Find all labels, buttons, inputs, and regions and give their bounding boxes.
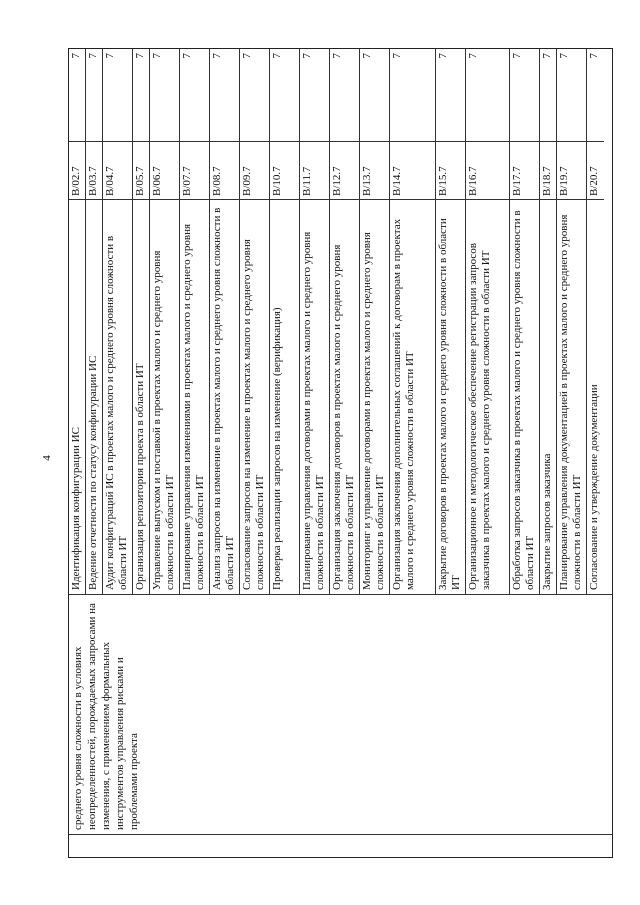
function-name-cell: Организация заключения дополнительных соглашений к договорам в проектах малого и среднего уровня сложности в области ИТ xyxy=(390,199,435,594)
functions-table xyxy=(68,48,613,858)
table-rows xyxy=(69,49,612,594)
function-text: среднего уровня сложности в условиях неопределенностей, порождаемых запросами на изменения, с применением формальных инструментов управления рисками и проблемами проекта xyxy=(72,603,140,830)
generalized-function-cell xyxy=(69,594,612,857)
qualification-level-cell: 7 xyxy=(301,53,313,59)
qualification-level-cell: 7 xyxy=(541,53,553,59)
function-code-cell: B/11.7 xyxy=(300,141,329,199)
rotated-table-container xyxy=(68,48,613,858)
qualification-level-cell: 7 xyxy=(558,53,570,59)
table-row xyxy=(436,49,466,594)
table-row xyxy=(300,49,330,594)
function-code-cell: B/15.7 xyxy=(436,141,465,199)
function-name-cell: Согласование запросов на изменение в проектах малого и среднего уровня сложности в области ИТ xyxy=(240,199,269,594)
table-row xyxy=(557,49,587,594)
function-code-cell: B/17.7 xyxy=(510,141,539,199)
function-code-cell: B/16.7 xyxy=(466,141,509,199)
table-row xyxy=(360,49,390,594)
function-name-cell: Организационное и методологическое обеспечение регистрации запросов заказчика в проектах малого и среднего уровня сложности в области ИТ xyxy=(466,199,509,594)
qualification-level-cell: 7 xyxy=(331,53,343,59)
qualification-level-cell: 7 xyxy=(134,53,146,59)
function-code-cell: B/03.7 xyxy=(86,141,102,199)
qualification-level-cell: 7 xyxy=(361,53,373,59)
qualification-level-cell: 7 xyxy=(241,53,253,59)
function-name-cell: Закрытие договоров в проектах малого и среднего уровня сложности в области ИТ xyxy=(436,199,465,594)
function-code-cell: B/08.7 xyxy=(210,141,239,199)
function-name-cell: Идентификация конфигурации ИС xyxy=(69,199,85,594)
function-name-cell: Мониторинг и управление договорами в проектах малого и среднего уровня сложности в области ИТ xyxy=(360,199,389,594)
page-number: 4 xyxy=(40,455,53,461)
function-code-cell: B/02.7 xyxy=(69,141,85,199)
qualification-level-cell: 7 xyxy=(391,53,403,59)
qualification-level-cell: 7 xyxy=(211,53,223,59)
table-row xyxy=(330,49,360,594)
function-code-cell: B/14.7 xyxy=(390,141,435,199)
function-name-cell: Анализ запросов на изменение в проектах малого и среднего уровня сложности в области ИТ xyxy=(210,199,239,594)
function-name-cell: Планирование управления договорами в проектах малого и среднего уровня сложности в области ИТ xyxy=(300,199,329,594)
table-row xyxy=(86,49,103,594)
function-name-cell: Планирование управления документацией в проектах малого и среднего уровня сложности в области ИТ xyxy=(557,199,586,594)
qualification-level-cell: 7 xyxy=(588,53,600,59)
function-name-cell: Согласование и утверждение документации xyxy=(587,199,604,594)
table-row xyxy=(587,49,604,594)
table-row xyxy=(270,49,300,594)
function-code-cell: B/10.7 xyxy=(270,141,299,199)
table-row xyxy=(150,49,180,594)
qualification-level-cell: 7 xyxy=(104,53,116,59)
table-row xyxy=(466,49,510,594)
table-row xyxy=(240,49,270,594)
function-name-cell: Аудит конфигураций ИС в проектах малого и среднего уровня сложности в области ИТ xyxy=(103,199,132,594)
function-name-cell: Организация репозитория проекта в области ИТ xyxy=(133,199,149,594)
function-code-cell: B/20.7 xyxy=(587,141,604,199)
table-row xyxy=(510,49,540,594)
document-sheet xyxy=(68,48,613,858)
function-name-cell: Ведение отчетности по статусу конфигурации ИС xyxy=(86,199,102,594)
table-row xyxy=(540,49,557,594)
table-row xyxy=(390,49,436,594)
function-code-cell: B/06.7 xyxy=(150,141,179,199)
function-name-cell: Планирование управления изменениями в проектах малого и среднего уровня сложности в области ИТ xyxy=(180,199,209,594)
function-code-cell: B/12.7 xyxy=(330,141,359,199)
qualification-level-cell: 7 xyxy=(437,53,449,59)
function-code-cell: B/04.7 xyxy=(103,141,132,199)
table-row xyxy=(133,49,150,594)
function-name-cell: Обработка запросов заказчика в проектах малого и среднего уровня сложности в области ИТ xyxy=(510,199,539,594)
table-row xyxy=(69,49,86,594)
function-name-cell: Закрытие запросов заказчика xyxy=(540,199,556,594)
function-name-cell: Организация заключения договоров в проектах малого и среднего уровня сложности в области ИТ xyxy=(330,199,359,594)
function-code-cell: B/19.7 xyxy=(557,141,586,199)
qualification-level-cell: 7 xyxy=(181,53,193,59)
function-name-cell: Проверка реализации запросов на изменение (верификация) xyxy=(270,199,299,594)
function-code-cell: B/05.7 xyxy=(133,141,149,199)
function-code-cell: B/13.7 xyxy=(360,141,389,199)
function-code-cell: B/18.7 xyxy=(540,141,556,199)
table-row xyxy=(180,49,210,594)
qualification-level-cell: 7 xyxy=(467,53,479,59)
table-row xyxy=(210,49,240,594)
function-name-cell: Управление выпуском и поставкой в проектах малого и среднего уровня сложности в области ИТ xyxy=(150,199,179,594)
function-code-cell: B/09.7 xyxy=(240,141,269,199)
qualification-level-cell: 7 xyxy=(511,53,523,59)
qualification-level-cell: 7 xyxy=(151,53,163,59)
qualification-level-cell: 7 xyxy=(87,53,99,59)
blank-column xyxy=(69,834,612,857)
function-code-cell: B/07.7 xyxy=(180,141,209,199)
qualification-level-cell: 7 xyxy=(271,53,283,59)
table-row xyxy=(103,49,133,594)
qualification-level-cell: 7 xyxy=(70,53,82,59)
